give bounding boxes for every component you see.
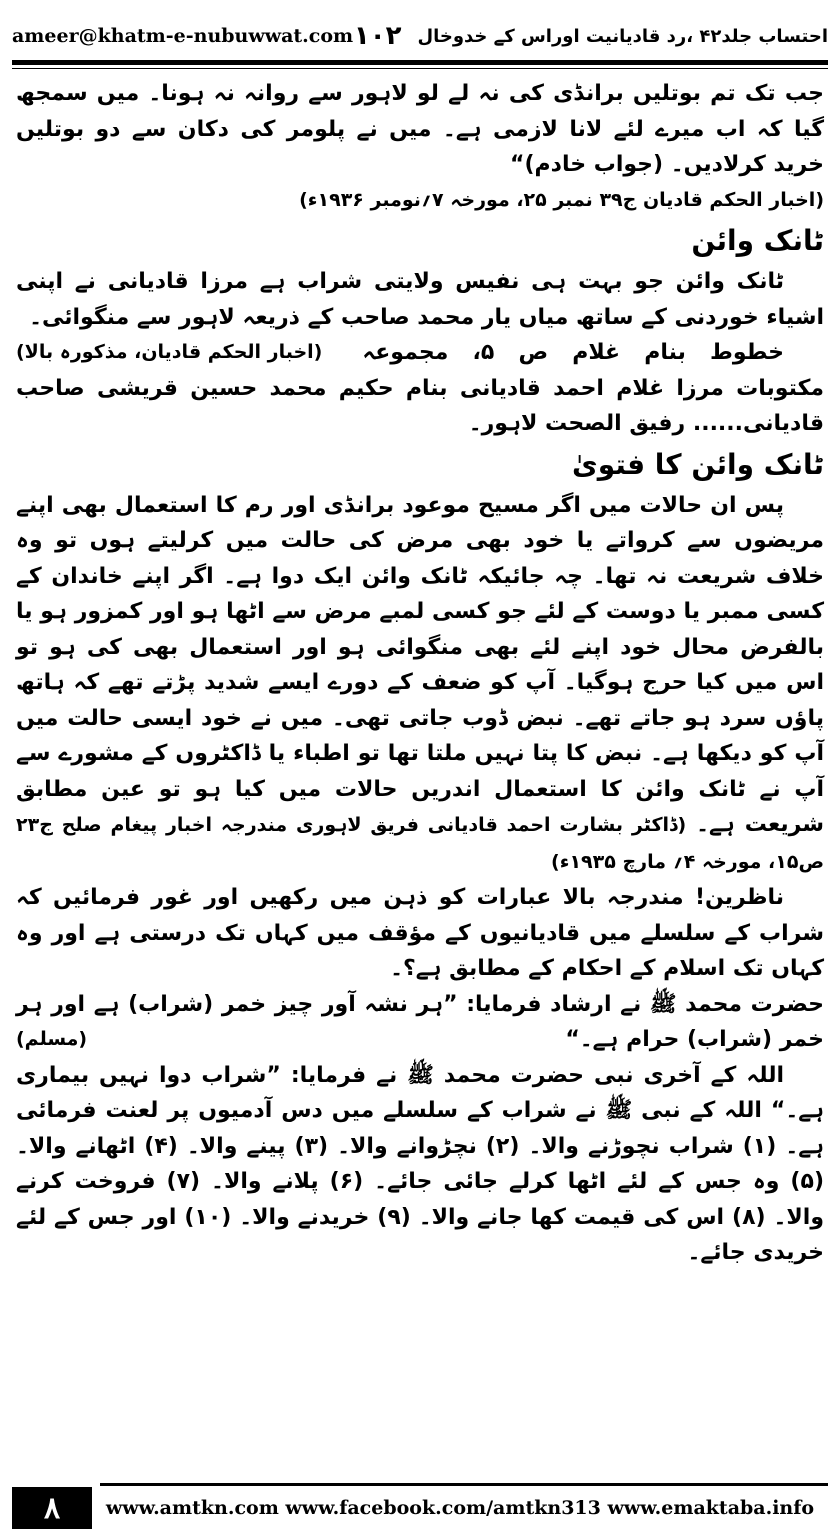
reference-1: (اخبار الحکم قادیان ج۳۹ نمبر ۲۵، مورخہ ۷؍نومبر ۱۹۳۶ء) xyxy=(299,188,824,211)
footer-links[interactable]: www.amtkn.com www.facebook.com/amtkn313 www.emaktaba.info xyxy=(105,1497,815,1519)
page-number: ۱۰۲ xyxy=(353,21,402,51)
page-footer xyxy=(12,1487,828,1529)
header-rule-thin xyxy=(12,68,828,69)
header-title-group xyxy=(354,21,828,51)
paragraph-3: خطوط بنام غلام ص ۵، مجموعہ مکتوبات مرزا غلام احمد قادیانی بنام حکیم محمد حسین قریشی صاحب قادیانی...... رفیق الصحت لاہور۔ xyxy=(16,340,824,436)
page-header xyxy=(12,10,828,62)
heading-tonic-wine: ٹانک وائن xyxy=(691,224,824,257)
paragraph-2-text: ٹانک وائن جو بہت ہی نفیس ولایتی شراب ہے مرزا قادیانی نے اپنی اشیاء خوردنی کے ساتھ میاں یار محمد صاحب کے ذریعہ لاہور سے منگوائی۔ xyxy=(16,269,824,330)
paragraph-1: جب تک تم بوتلیں برانڈی کی نہ لے لو لاہور سے روانہ نہ ہونا۔ میں سمجھ گیا کہ اب میرے لئے لانا لازمی ہے۔ میں نے پلومر کی دکان سے دو بوتلیں خرید کرلادیں۔ (جواب خادم)“ xyxy=(16,81,824,177)
footer-number: ۸ xyxy=(12,1487,92,1529)
paragraph-2 xyxy=(16,264,824,363)
paragraph-4-text: پس ان حالات میں اگر مسیح موعود برانڈی اور رم کا استعمال بھی اپنے مریضوں سے کرواتے یا خود بھی مرض کی حالت میں کرلیتے ہوں تو وہ خلاف شریعت نہ تھا۔ چہ جائیکہ ٹانک وائن ایک دوا ہے۔ اگر اپنے خاندان کے کسی ممبر یا دوست کے لئے جو کسی لمبے مرض سے اٹھا ہو اور کمزور ہو یا بالفرض محال خود اپنے لئے بھی منگوائی ہو اور استعمال بھی کی ہو تو اس میں کیا حرج ہوگیا۔ آپ کو ضعف کے دورے ایسے شدید پڑتے تھے کہ ہاتھ پاؤں سرد ہو جاتے تھے۔ نبض ڈوب جاتی تھی۔ میں نے خود ایسی حالت میں آپ کو دیکھا ہے۔ نبض کا پتا نہیں ملتا تھا تو اطباء یا ڈاکٹروں کے مشورے سے آپ نے ٹانک وائن کا استعمال اندریں حالات میں کیا ہو تو عین مطابق شریعت ہے۔ xyxy=(16,492,824,837)
paragraph-7: اللہ کے آخری نبی حضرت محمد ﷺ نے فرمایا: ”شراب دوا نہیں بیماری ہے۔“ اللہ کے نبی ﷺ نے شراب کے سلسلے میں دس آدمیوں پر لعنت فرمائی ہے۔ (۱) شراب نچوڑنے والا۔ (۲) نچڑوانے والا۔ (۳) پینے والا۔ (۴) اٹھانے والا۔ (۵) وہ جس کے لئے اٹھا کرلے جائی جائے۔ (۶) پلانے والا۔ (۷) فروخت کرنے والا۔ (۸) اس کی قیمت کھا جانے والا۔ (۹) خریدنے والا۔ (۱۰) اور جس کے لئے خریدی جائے۔ xyxy=(16,1062,825,1265)
header-email[interactable]: ameer@khatm-e-nubuwwat.com xyxy=(12,25,354,47)
reference-2: (اخبار الحکم قادیان، مذکورہ بالا) xyxy=(16,341,323,363)
page-content xyxy=(16,76,824,1271)
paragraph-6 xyxy=(16,987,824,1058)
heading-tonic-wine-fatwa: ٹانک وائن کا فتویٰ xyxy=(572,447,824,481)
reference-4: (مسلم) xyxy=(16,1028,88,1050)
paragraph-4 xyxy=(16,488,824,881)
paragraph-6-text: حضرت محمد ﷺ نے ارشاد فرمایا: ”ہر نشہ آور چیز خمر (شراب) ہے اور ہر خمر (شراب) حرام ہے۔“ xyxy=(16,991,824,1052)
header-rule-thick xyxy=(12,60,828,65)
header-title: احتساب جلد۴۲ ،رد قادیانیت اوراس کے خدوخال xyxy=(417,25,828,47)
reference-3: (ڈاکٹر بشارت احمد قادیانی فریق لاہوری مندرجہ اخبار پیغام صلح ج۲۳ ص۱۵، مورخہ ۴؍ مارچ ۱۹۳۵ء) xyxy=(16,814,824,873)
footer-rule xyxy=(100,1483,828,1486)
paragraph-5: ناظرین! مندرجہ بالا عبارات کو ذہن میں رکھیں اور غور فرمائیں کہ شراب کے سلسلے میں قادیانیوں کے مؤقف میں کہاں تک درستی ہے اور وہ کہاں تک اسلام کے احکام کے مطابق ہے؟۔ xyxy=(16,885,824,981)
